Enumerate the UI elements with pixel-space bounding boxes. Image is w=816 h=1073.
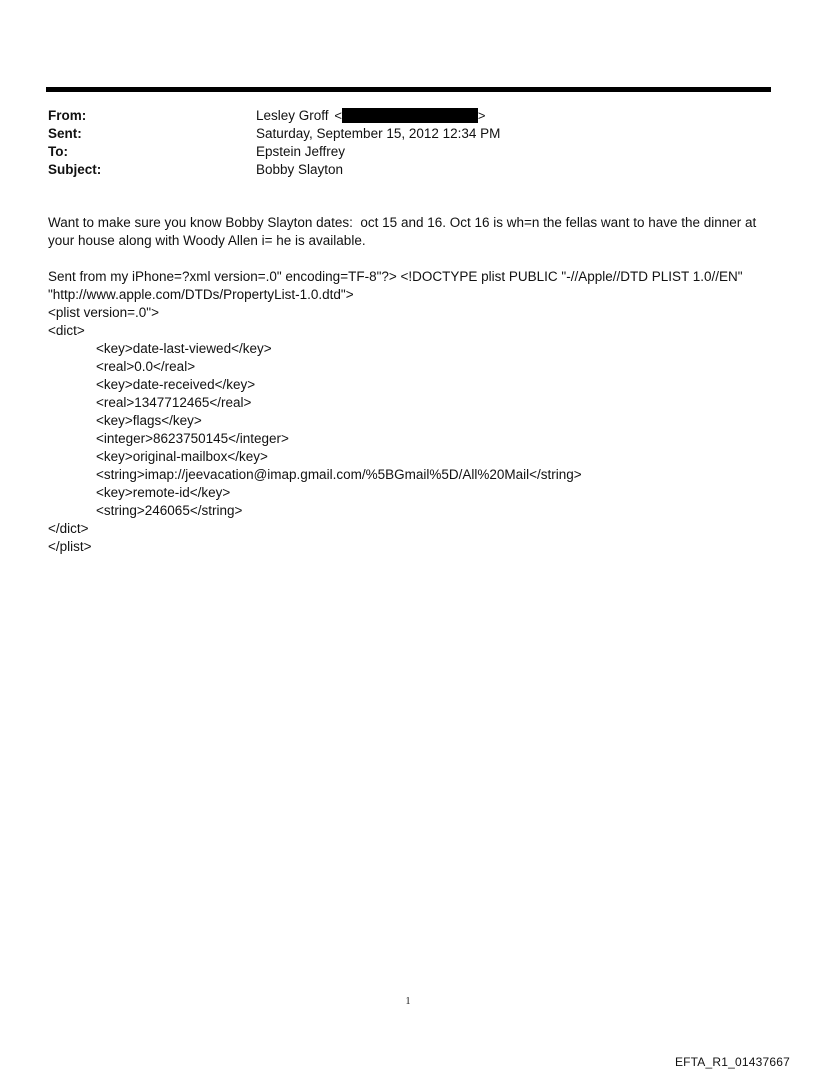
subject-row — [48, 161, 768, 179]
plist-block — [48, 268, 773, 556]
dict-line: <key>date-received</key> — [96, 377, 256, 392]
email-close-bracket: > — [477, 108, 486, 124]
to-value: Epstein Jeffrey — [256, 144, 346, 159]
dict-line: <integer>8623750145</integer> — [96, 431, 289, 446]
plist-line: Sent from my iPhone=?xml version=.0" encoding=TF-8"?> <!DOCTYPE plist PUBLIC "-//Apple//DTD PLIST 1.0//EN" — [48, 269, 743, 284]
email-body — [48, 214, 773, 556]
body-line: your house along with Woody Allen i= he is available. — [48, 233, 366, 248]
dict-line: <real>0.0</real> — [96, 359, 196, 374]
plist-closing-line: </dict> — [48, 521, 89, 536]
document-id: EFTA_R1_01437667 — [674, 1055, 790, 1069]
subject-value: Bobby Slayton — [256, 162, 344, 177]
plist-line: "http://www.apple.com/DTDs/PropertyList-1.0.dtd"> — [48, 287, 354, 302]
to-label: To: — [48, 144, 68, 159]
dict-line: <key>original-mailbox</key> — [96, 449, 268, 464]
dict-line: <real>1347712465</real> — [96, 395, 252, 410]
from-label: From: — [48, 108, 87, 123]
from-name: Lesley Groff — [256, 108, 329, 123]
from-value — [256, 107, 768, 125]
plist-line: <dict> — [48, 323, 85, 338]
from-email — [334, 107, 485, 125]
message-paragraph — [48, 214, 773, 250]
body-line: Want to make sure you know Bobby Slayton dates: oct 15 and 16. Oct 16 is wh=n the fellas want to have the dinner at — [48, 215, 757, 230]
sent-label: Sent: — [48, 126, 82, 141]
dict-line: <string>246065</string> — [96, 503, 243, 518]
from-row — [48, 107, 768, 125]
subject-label: Subject: — [48, 162, 102, 177]
email-open-bracket: < — [334, 108, 342, 124]
sent-row — [48, 125, 768, 143]
dict-line: <key>remote-id</key> — [96, 485, 231, 500]
dict-line: <key>date-last-viewed</key> — [96, 341, 272, 356]
redaction-bar — [342, 108, 478, 123]
email-header — [48, 107, 768, 179]
plist-closing-line: </plist> — [48, 539, 92, 554]
to-row — [48, 143, 768, 161]
plist-line: <plist version=.0"> — [48, 305, 159, 320]
header-divider — [46, 87, 771, 92]
dict-line: <key>flags</key> — [96, 413, 202, 428]
page-number: 1 — [405, 996, 411, 1007]
dict-line: <string>imap://jeevacation@imap.gmail.com/%5BGmail%5D/All%20Mail</string> — [96, 467, 582, 482]
sent-value: Saturday, September 15, 2012 12:34 PM — [256, 126, 501, 141]
